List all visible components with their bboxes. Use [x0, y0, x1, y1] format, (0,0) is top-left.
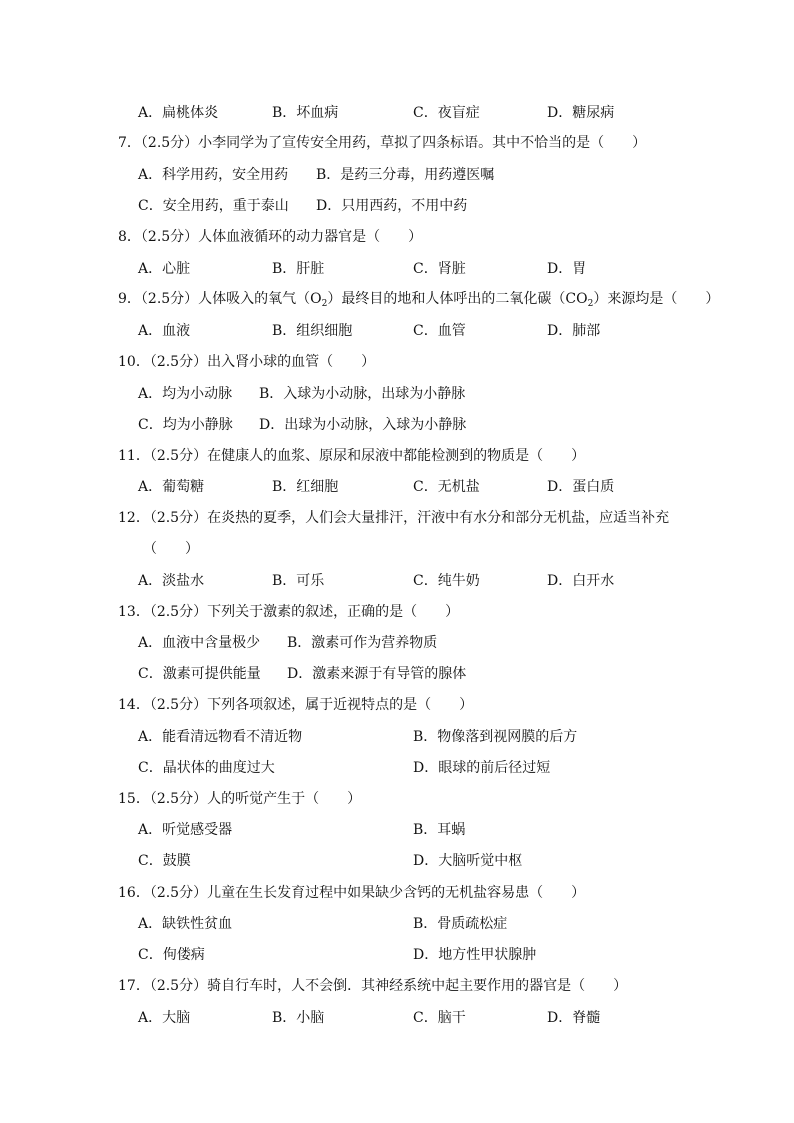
q8-option-c: C．肾脏: [413, 261, 466, 277]
q10-stem: 10．（2.5分）出入肾小球的血管（ ）: [118, 354, 376, 370]
q16-option-b: B．骨质疏松症: [413, 916, 508, 932]
q11-option-c: C．无机盐: [413, 479, 480, 495]
q8-option-a: A．心脏: [138, 261, 191, 277]
q9-option-c: C．血管: [413, 323, 466, 339]
q10-option-d: D．出球为小动脉，入球为小静脉: [259, 417, 467, 433]
q14-stem: 14．（2.5分）下列各项叙述，属于近视特点的是（ ）: [118, 697, 474, 713]
q6-option-b: B．坏血病: [272, 105, 339, 121]
q7-option-b: B．是药三分毒，用药遵医嘱: [316, 167, 495, 183]
q9-stem: 9．（2.5分）人体吸入的氧气$(O_2)$最终目的地和人体呼出的二氧化碳$(CO_2)$来源均是（ ）: [118, 291, 720, 309]
q15-option-d: D．大脑听觉中枢: [413, 853, 523, 869]
q9-option-a: A．血液: [138, 323, 191, 339]
q13-option-a: A．血液中含量极少: [138, 635, 261, 651]
q17-option-a: A．大脑: [138, 1010, 191, 1026]
q15-option-a: A．听觉感受器: [138, 822, 233, 838]
q17-option-c: C．脑干: [413, 1010, 466, 1026]
q15-option-c: C．鼓膜: [138, 853, 191, 869]
q10-option-a: A．均为小动脉: [138, 386, 233, 402]
q17-stem: 17．（2.5分）骑自行车时，人不会倒．其神经系统中起主要作用的器官是（ ）: [118, 978, 628, 994]
q10-option-c: C．均为小静脉: [138, 417, 233, 433]
q10-option-b: B．入球为小动脉，出球为小静脉: [259, 386, 466, 402]
q9-option-d: D．肺部: [547, 323, 601, 339]
q7-option-a: A．科学用药，安全用药: [138, 167, 289, 183]
q6-option-c: C．夜盲症: [413, 105, 480, 121]
q12-option-c: C．纯牛奶: [413, 573, 480, 589]
q11-stem: 11．（2.5分）在健康人的血浆、原尿和尿液中都能检测到的物质是（ ）: [118, 448, 586, 464]
q9-option-b: B．组织细胞: [272, 323, 353, 339]
q11-option-b: B．红细胞: [272, 479, 339, 495]
q16-option-d: D．地方性甲状腺肿: [413, 947, 537, 963]
q14-option-a: A．能看清远物看不清近物: [138, 729, 303, 745]
q7-option-c: C．安全用药，重于泰山: [138, 198, 289, 214]
q13-option-d: D．激素来源于有导管的腺体: [287, 666, 467, 682]
q13-option-c: C．激素可提供能量: [138, 666, 261, 682]
q12-option-a: A．淡盐水: [138, 573, 205, 589]
q7-stem: 7．（2.5分）小李同学为了宣传安全用药，草拟了四条标语。其中不恰当的是（ ）: [118, 135, 647, 151]
q11-option-d: D．蛋白质: [547, 479, 615, 495]
q15-stem: 15．（2.5分）人的听觉产生于（ ）: [118, 791, 362, 807]
q16-stem: 16．（2.5分）儿童在生长发育过程中如果缺少含钙的无机盐容易患（ ）: [118, 885, 586, 901]
q14-option-b: B．物像落到视网膜的后方: [413, 729, 578, 745]
q8-option-b: B．肝脏: [272, 261, 325, 277]
q12-stem-bracket: （ ）: [143, 541, 199, 557]
q17-option-b: B．小脑: [272, 1010, 325, 1026]
q12-option-d: D．白开水: [547, 573, 615, 589]
q8-option-d: D．胃: [547, 261, 587, 277]
q15-option-b: B．耳蜗: [413, 822, 466, 838]
q6-option-d: D．糖尿病: [547, 105, 615, 121]
q14-option-d: D．眼球的前后径过短: [413, 760, 551, 776]
q12-stem: 12．（2.5分）在炎热的夏季，人们会大量排汗，汗液中有水分和部分无机盐，应适当补充: [118, 510, 670, 526]
q12-option-b: B．可乐: [272, 573, 325, 589]
q16-option-c: C．佝偻病: [138, 947, 205, 963]
q11-option-a: A．葡萄糖: [138, 479, 205, 495]
q14-option-c: C．晶状体的曲度过大: [138, 760, 275, 776]
q8-stem: 8．（2.5分）人体血液循环的动力器官是（ ）: [118, 229, 423, 245]
q13-stem: 13．（2.5分）下列关于激素的叙述，正确的是（ ）: [118, 604, 460, 620]
q16-option-a: A．缺铁性贫血: [138, 916, 233, 932]
q13-option-b: B．激素可作为营养物质: [287, 635, 438, 651]
q17-option-d: D．脊髓: [547, 1010, 601, 1026]
q7-option-d: D．只用西药，不用中药: [316, 198, 468, 214]
q6-option-a: A．扁桃体炎: [138, 105, 219, 121]
